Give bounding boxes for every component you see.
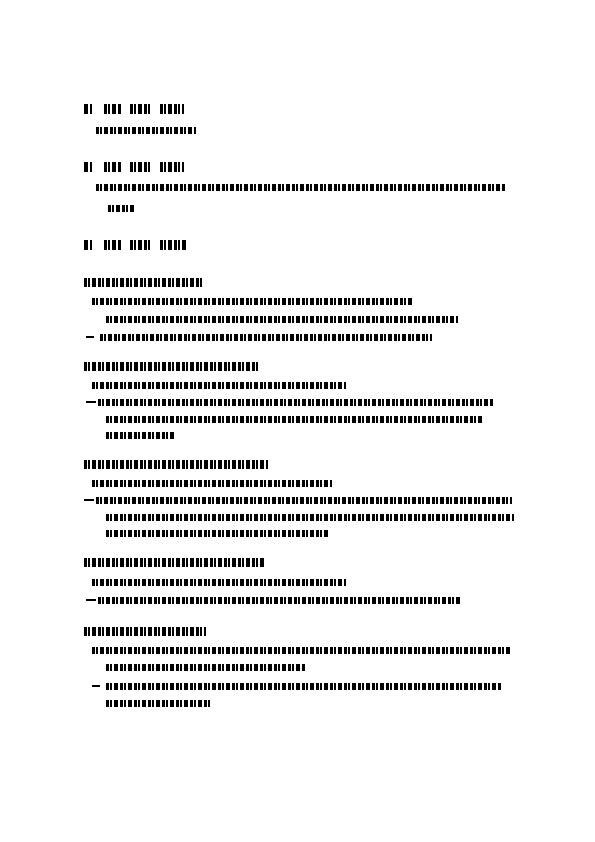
list-item (86, 399, 494, 406)
subsection-title-5 (84, 627, 206, 636)
section-heading-3 (84, 240, 192, 250)
subsection-title-1 (84, 278, 202, 287)
section-heading-1 (84, 104, 184, 114)
list-item (106, 530, 330, 537)
list-item (92, 647, 510, 654)
section-body-line (96, 127, 196, 134)
subsection-title-4 (84, 558, 266, 567)
list-item (86, 597, 460, 604)
list-item (106, 416, 482, 423)
list-item (106, 664, 306, 671)
subsection-title-2 (84, 362, 258, 371)
list-item (92, 683, 502, 690)
list-item (106, 316, 458, 323)
list-item-cont (106, 700, 212, 707)
list-item (106, 432, 174, 439)
section-body-line-cont (108, 205, 134, 212)
list-item (106, 514, 514, 521)
list-item (84, 497, 512, 504)
subsection-title-3 (84, 460, 268, 469)
list-item (92, 298, 412, 305)
list-item (92, 382, 346, 389)
list-item (92, 480, 332, 487)
list-item (92, 579, 346, 586)
section-heading-2 (84, 162, 214, 172)
section-body-line (96, 184, 506, 191)
list-item (86, 334, 432, 341)
